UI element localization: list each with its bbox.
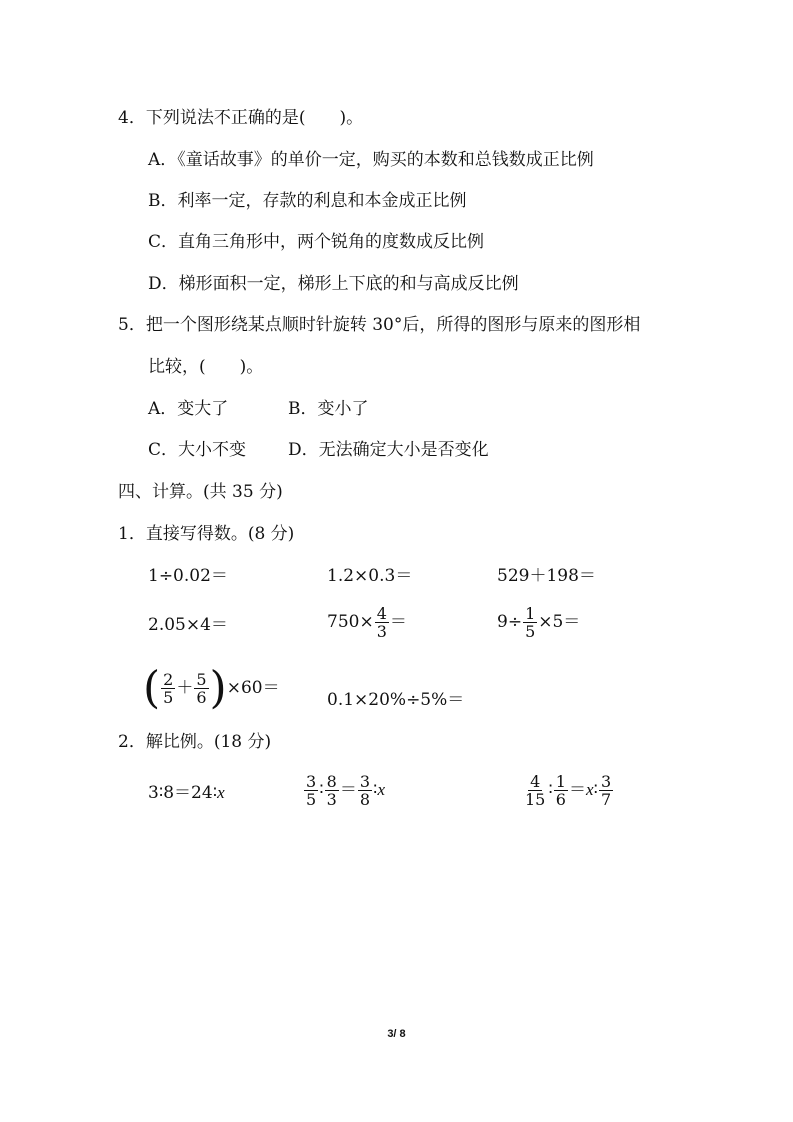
fraction-denominator: 7 bbox=[600, 790, 612, 809]
variable-x: x bbox=[585, 780, 594, 799]
ratio-sign: ∶ bbox=[319, 780, 324, 800]
fraction-denominator: 15 bbox=[525, 790, 546, 809]
expr-6-prefix: 9÷ bbox=[497, 612, 523, 632]
question-5-stem-line2: 比较，( )。 bbox=[148, 357, 264, 377]
fraction-numerator: 3 bbox=[306, 772, 317, 791]
question-5-option-a: A．变大了 bbox=[148, 399, 229, 419]
fraction-denominator: 6 bbox=[555, 790, 566, 809]
calc-1-expr-4: 2.05×4＝ bbox=[148, 615, 228, 635]
question-4-option-b: B．利率一定，存款的利息和本金成正比例 bbox=[148, 191, 467, 211]
calc-1-expr-1: 1÷0.02＝ bbox=[148, 566, 228, 586]
expr-6-suffix: ×5＝ bbox=[538, 612, 581, 632]
fraction bbox=[375, 605, 389, 640]
calc-1-expr-7 bbox=[143, 662, 280, 714]
proportion-3 bbox=[522, 773, 614, 808]
ratio-sign: ∶ bbox=[548, 780, 553, 800]
question-4-option-c: C．直角三角形中，两个锐角的度数成反比例 bbox=[148, 232, 485, 252]
fraction bbox=[358, 773, 372, 808]
fraction-denominator: 5 bbox=[306, 790, 317, 809]
question-4-option-a: A．《童话故事》的单价一定，购买的本数和总钱数成正比例 bbox=[148, 150, 594, 170]
question-4-stem: 4．下列说法不正确的是( )。 bbox=[118, 108, 364, 128]
ratio-sign: ∶ bbox=[373, 780, 378, 800]
expr-5-suffix: ＝ bbox=[389, 612, 407, 632]
fraction-numerator: 8 bbox=[326, 772, 337, 791]
fraction-denominator: 8 bbox=[359, 790, 370, 809]
fraction bbox=[325, 773, 339, 808]
question-5-stem-line1: 5．把一个图形绕某点顺时针旋转 30°后，所得的图形与原来的图形相 bbox=[118, 315, 641, 335]
calc-2-title: 2．解比例。(18 分) bbox=[118, 732, 272, 752]
proportion-1 bbox=[148, 782, 225, 804]
fraction-numerator: 1 bbox=[525, 604, 536, 623]
fraction bbox=[194, 671, 208, 706]
expr-7-suffix: ×60＝ bbox=[226, 678, 280, 698]
fraction bbox=[599, 773, 613, 808]
variable-x: x bbox=[217, 783, 225, 802]
plus-sign: ＋ bbox=[176, 678, 194, 698]
fraction-numerator: 2 bbox=[163, 670, 174, 689]
calc-1-expr-2: 1.2×0.3＝ bbox=[327, 566, 413, 586]
fraction-denominator: 3 bbox=[326, 790, 337, 809]
fraction bbox=[523, 605, 537, 640]
fraction-numerator: 4 bbox=[376, 604, 387, 623]
proportion-2 bbox=[303, 773, 385, 808]
proportion-1-prefix: 3∶8＝24∶ bbox=[148, 783, 218, 803]
fraction-denominator: 6 bbox=[196, 688, 207, 707]
question-5-option-c: C．大小不变 bbox=[148, 440, 247, 460]
right-paren-icon: ) bbox=[209, 662, 227, 714]
expr-5-prefix: 750× bbox=[327, 612, 374, 632]
calc-1-expr-3: 529＋198＝ bbox=[497, 566, 596, 586]
calc-1-expr-5 bbox=[327, 605, 407, 640]
fraction-numerator: 1 bbox=[555, 772, 566, 791]
fraction bbox=[304, 773, 318, 808]
equals-sign: ＝ bbox=[568, 780, 586, 800]
fraction-numerator: 3 bbox=[359, 772, 370, 791]
page-number: 3/ 8 bbox=[387, 1028, 406, 1040]
section-4-title: 四、计算。(共 35 分) bbox=[118, 482, 283, 502]
fraction bbox=[161, 671, 175, 706]
fraction-denominator: 3 bbox=[376, 622, 387, 641]
equals-sign: ＝ bbox=[339, 780, 357, 800]
question-4-option-d: D．梯形面积一定，梯形上下底的和与高成反比例 bbox=[148, 274, 519, 294]
ratio-sign: ∶ bbox=[593, 780, 598, 800]
fraction-numerator: 3 bbox=[600, 772, 612, 791]
fraction bbox=[523, 773, 547, 808]
variable-x: x bbox=[377, 780, 385, 799]
calc-1-title: 1．直接写得数。(8 分) bbox=[118, 524, 295, 544]
calc-1-expr-8: 0.1×20%÷5%＝ bbox=[327, 690, 465, 710]
question-5-option-b: B．变小了 bbox=[288, 399, 369, 419]
fraction-numerator: 5 bbox=[196, 670, 207, 689]
left-paren-icon: ( bbox=[143, 662, 161, 714]
question-5-option-d: D．无法确定大小是否变化 bbox=[288, 440, 489, 460]
fraction-denominator: 5 bbox=[525, 622, 536, 641]
fraction bbox=[554, 773, 568, 808]
fraction-numerator: 4 bbox=[530, 772, 541, 791]
calc-1-expr-6 bbox=[497, 605, 580, 640]
fraction-denominator: 5 bbox=[163, 688, 174, 707]
